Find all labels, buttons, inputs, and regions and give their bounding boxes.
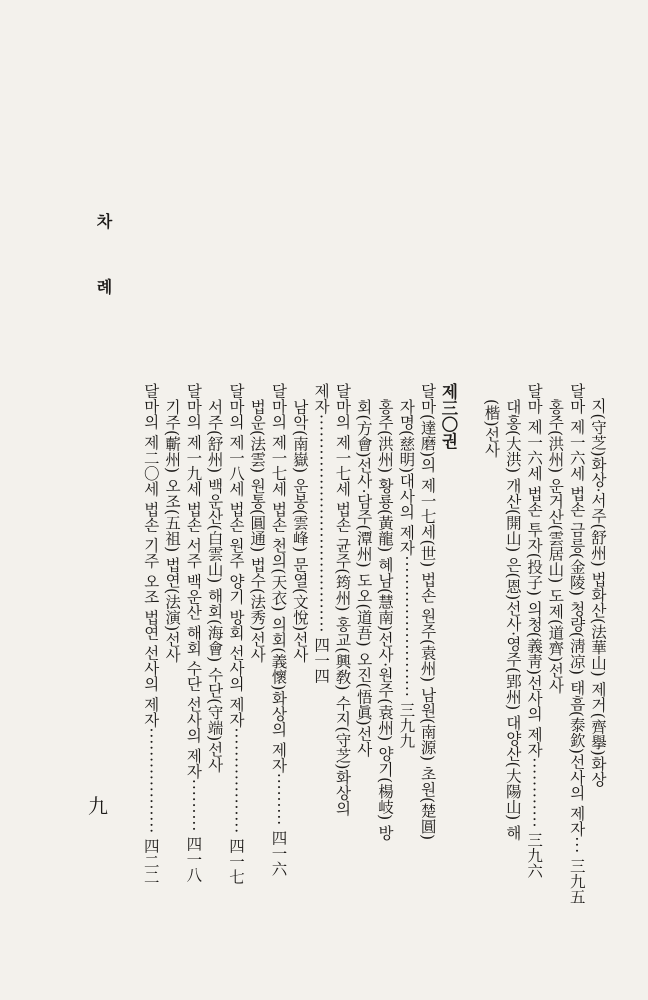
volume-heading <box>438 383 459 903</box>
toc-entry <box>502 383 523 903</box>
entry-text: 홍주(洪州) 황룡(黃龍) 혜남(慧南)선사·원주(袁州) 양기(楊岐) 방 <box>376 399 395 841</box>
entry-page-number: 四一四 <box>312 637 331 684</box>
toc-entry <box>182 383 203 903</box>
side-title: 차 례 <box>94 213 113 317</box>
entry-text: 달마 제一六세 법손 금릉(金陵) 청량(淸凉) 태흠(泰欽)선사의 제자 <box>567 383 586 837</box>
toc-entry <box>544 383 565 903</box>
page-number: 九 <box>88 794 108 818</box>
entry-page-number: 三九六 <box>525 832 544 879</box>
entry-page-number: 四二二 <box>141 838 160 885</box>
leader-dots: ························ <box>397 555 416 698</box>
leader-dots: ············ <box>525 757 544 829</box>
entry-text: 달마의 제一八세 법손 원주 양기 방회 선사의 제자 <box>226 383 245 728</box>
entry-text: 남악(南嶽) 운봉(雲峰) 문열(文悅)선사 <box>290 399 309 663</box>
leader-dots: ········· <box>269 772 288 827</box>
toc-entry <box>289 383 310 903</box>
entry-text: 달마의 제一七세 법손 균주(筠州) 홍교(興敎) 수지(守芝)화상의 <box>333 383 352 816</box>
toc-entry <box>416 383 437 903</box>
entry-text: 달마 제一六세 법손 투자(投子) 의청(義靑)선사의 제자 <box>525 383 544 758</box>
leader-dots: ·················· <box>226 727 245 835</box>
entry-text: 달마의 제一九세 법손 서주 백운산 해회 수단 선사의 제자 <box>184 383 203 779</box>
toc-entry <box>203 383 224 903</box>
entry-text: 달마의 제二〇세 법손 기주 오조 법연 선사의 제자 <box>141 383 160 728</box>
toc-entry <box>267 383 288 903</box>
entry-page-number: 四一八 <box>184 836 203 883</box>
toc-entry <box>331 383 352 903</box>
leader-dots: ········· <box>184 778 203 833</box>
entry-page-number: 四一六 <box>269 830 288 877</box>
leader-dots: ····································· <box>312 414 331 634</box>
entry-text: 홍주(洪州) 운거산(雲居山) 도제(道齊)선사 <box>546 399 565 694</box>
toc-entry <box>395 383 416 903</box>
entry-page-number: 三九五 <box>567 858 586 905</box>
entry-text: 달마의 제一七세 법손 천의(天衣) 의회(義懷)화상의 제자 <box>269 383 288 773</box>
toc-entry <box>523 383 544 903</box>
entry-text: 제자 <box>312 383 331 414</box>
toc-entry <box>139 383 160 903</box>
entry-text: (楷)선사 <box>482 399 501 458</box>
leader-dots: ··· <box>567 836 586 855</box>
toc-entry <box>310 383 331 903</box>
entry-text: 자명(慈明)대사의 제자 <box>397 399 416 556</box>
entry-text: 회(方會)선사·담주(潭州) 도오(道吾) 오진(悟眞)선사 <box>354 399 373 757</box>
entry-text: 달마(達磨)의 제一七세(世) 법손 원주(袁州) 남원(南源) 초원(楚圓) <box>418 383 437 841</box>
entry-page-number: 三九九 <box>397 701 416 749</box>
toc-entry <box>480 383 501 903</box>
toc-entry <box>161 383 182 903</box>
toc-entry <box>565 383 586 903</box>
toc-entry <box>225 383 246 903</box>
entry-page-number: 四一七 <box>226 838 245 885</box>
toc-entry <box>352 383 373 903</box>
entry-text: 기주(蘄州) 오조(五祖) 법연(法演)선사 <box>163 399 182 663</box>
toc-entry <box>587 383 608 903</box>
toc-columns <box>139 383 608 903</box>
toc-entry <box>246 383 267 903</box>
leader-dots: ·················· <box>141 727 160 835</box>
toc-entry <box>374 383 395 903</box>
entry-text: 법운(法雲) 원통(圓通) 법수(法秀)선사 <box>248 399 267 663</box>
entry-text: 대홍(大洪) 개산(開山) 은(恩)선사·영주(郢州) 대양산(大陽山) 해 <box>503 399 522 841</box>
entry-text: 지(守芝)화상·서주(舒州) 법화산(法華山) 제거(齊擧)화상 <box>589 398 607 787</box>
entry-text: 서주(舒州) 백운산(白雲山) 해회(海會) 수단(守端)선사 <box>205 399 224 773</box>
column-spacer <box>459 383 480 903</box>
entry-text: 제三〇권 <box>438 383 458 449</box>
